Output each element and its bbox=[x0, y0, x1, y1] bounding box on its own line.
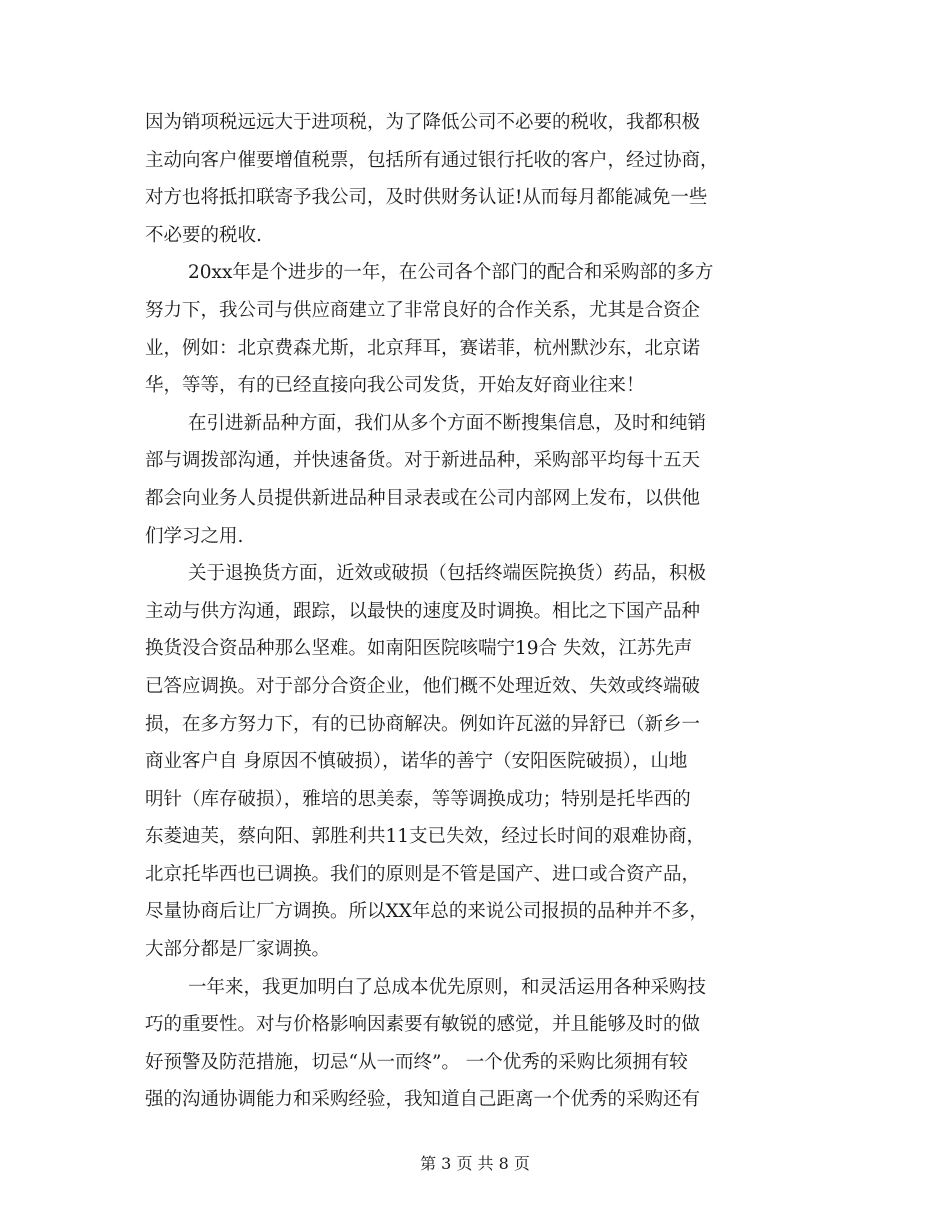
paragraph-line: 商业客户自 身原因不慎破损），诺华的善宁（安阳医院破损），山地 bbox=[145, 751, 688, 773]
paragraph-line: 强的沟通协调能力和采购经验，我知道自己距离一个优秀的采购还有 bbox=[145, 1089, 701, 1111]
paragraph-line: 尽量协商后让厂方调换。所以XX年总的来说公司报损的品种并不多， bbox=[145, 901, 708, 923]
paragraph-line: 20xx年是个进步的一年，在公司各个部门的配合和采购部的多方 bbox=[188, 262, 714, 284]
paragraph-line: 对方也将抵扣联寄予我公司，及时供财务认证!从而每月都能减免一些 bbox=[145, 187, 708, 209]
paragraph-line: 明针（库存破损），雅培的思美泰，等等调换成功；特别是托毕西的 bbox=[145, 788, 691, 810]
paragraph-4 bbox=[145, 555, 807, 969]
paragraph-line: 损，在多方努力下，有的已协商解决。例如许瓦滋的异舒已（新乡一 bbox=[145, 713, 701, 735]
paragraph-line: 部与调拨部沟通，并快速备货。对于新进品种，采购部平均每十五天 bbox=[145, 450, 701, 472]
paragraph-line: 在引进新品种方面，我们从多个方面不断搜集信息，及时和纯销 bbox=[188, 412, 707, 434]
paragraph-line: 换货没合资品种那么坚难。如南阳医院咳喘宁19合 失效，江苏先声 bbox=[145, 638, 693, 660]
document-body bbox=[145, 104, 807, 1119]
paragraph-line: 主动与供方沟通，跟踪，以最快的速度及时调换。相比之下国产品种 bbox=[145, 600, 701, 622]
page-number-label: 第 3 页 共 8 页 bbox=[420, 1154, 530, 1173]
paragraph-line: 因为销项税远远大于进项税，为了降低公司不必要的税收，我都积极 bbox=[145, 112, 701, 133]
paragraph-line: 都会向业务人员提供新进品种目录表或在公司内部网上发布，以供他 bbox=[145, 487, 701, 509]
paragraph-line: 巧的重要性。对与价格影响因素要有敏锐的感觉，并且能够及时的做 bbox=[145, 1014, 701, 1036]
paragraph-line: 华，等等，有的已经直接向我公司发货，开始友好商业往来！ bbox=[145, 375, 645, 397]
paragraph-line: 努力下，我公司与供应商建立了非常良好的合作关系，尤其是合资企 bbox=[145, 299, 701, 321]
paragraph-line: 好预警及防范措施，切忌“从一而终”。 一个优秀的采购比须拥有较 bbox=[145, 1051, 688, 1073]
paragraph-line: 一年来，我更加明白了总成本优先原则，和灵活运用各种采购技 bbox=[188, 976, 707, 998]
paragraph-line: 业，例如：北京费森尤斯，北京拜耳，赛诺菲，杭州默沙东，北京诺 bbox=[145, 337, 701, 359]
paragraph-line: 东菱迪芙，蔡向阳、郭胜利共11支已失效，经过长时间的艰难协商， bbox=[145, 826, 706, 848]
paragraph-line: 大部分都是厂家调换。 bbox=[145, 939, 331, 961]
paragraph-1 bbox=[145, 104, 807, 254]
page-footer bbox=[0, 1152, 950, 1176]
paragraph-line: 们学习之用. bbox=[145, 525, 244, 547]
paragraph-line: 北京托毕西也已调换。我们的原则是不管是国产、进口或合资产品， bbox=[145, 863, 701, 885]
paragraph-3 bbox=[145, 405, 807, 555]
paragraph-2 bbox=[145, 254, 807, 404]
paragraph-line: 关于退换货方面，近效或破损（包括终端医院换货）药品，积极 bbox=[188, 563, 707, 585]
paragraph-line: 不必要的税收. bbox=[145, 224, 262, 246]
paragraph-line: 主动向客户催要增值税票，包括所有通过银行托收的客户，经过协商， bbox=[145, 149, 719, 171]
paragraph-line: 已答应调换。对于部分合资企业，他们概不处理近效、失效或终端破 bbox=[145, 675, 701, 697]
paragraph-5 bbox=[145, 969, 807, 1119]
